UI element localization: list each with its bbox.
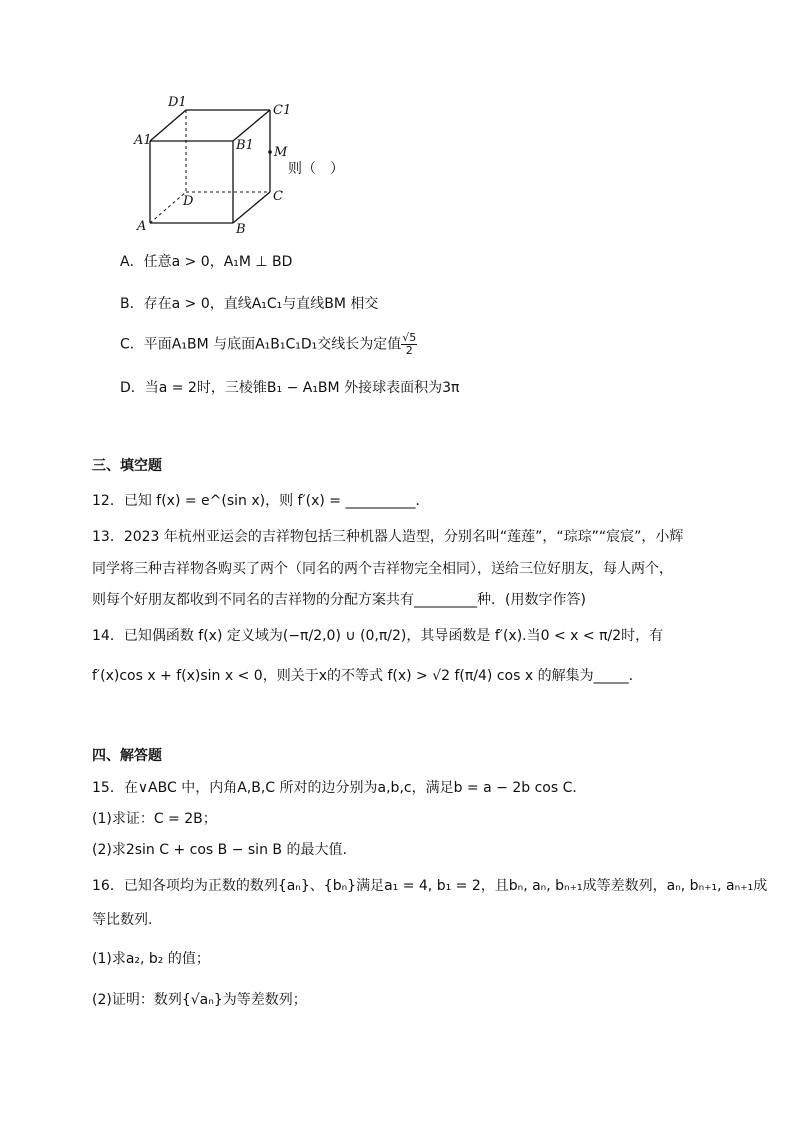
label-b1: B1 — [236, 138, 254, 153]
label-d: D — [183, 194, 194, 209]
label-a1: A1 — [134, 133, 152, 148]
question-14-line-2: f′(x)cos x + f(x)sin x < 0，则关于x的不等式 f(x) > √2 f(π/4) cos x 的解集为_____. — [92, 668, 634, 684]
question-12: 12．已知 f(x) = e^(sin x)，则 f′(x) = __________． — [92, 493, 430, 509]
question-16-line-1: 16．已知各项均为正数的数列{aₙ}、{bₙ}满足a₁ = 4, b₁ = 2，且bₙ, aₙ, bₙ₊₁成等差数列，aₙ, bₙ₊₁, aₙ₊₁成 — [92, 878, 768, 894]
question-16-part-1: (1)求a₂, b₂ 的值； — [92, 951, 210, 967]
question-13-line-2: 同学将三种吉祥物各购买了两个（同名的两个吉祥物完全相同），送给三位好朋友，每人两个， — [92, 561, 673, 577]
question-15: 15．在∨ABC 中，内角A,B,C 所对的边分别为a,b,c，满足b = a − 2b cos C． — [92, 780, 587, 796]
question-14-line-1: 14．已知偶函数 f(x) 定义域为(−π/2,0) ∪ (0,π/2)，其导函数是 f′(x).当0 < x < π/2时，有 — [92, 628, 664, 644]
section-4-title: 四、解答题 — [92, 748, 162, 764]
question-16-line-2: 等比数列. — [92, 912, 153, 928]
question-15-part-1: (1)求证：C = 2B； — [92, 811, 217, 827]
question-16-part-2: (2)证明：数列{√aₙ}为等差数列； — [92, 992, 307, 1008]
section-3-title: 三、填空题 — [92, 458, 162, 474]
label-b: B — [236, 222, 246, 237]
label-m: M — [274, 145, 288, 160]
option-d: D．当a = 2时，三棱锥B₁ − A₁BM 外接球表面积为3π — [120, 380, 460, 396]
option-a: A．任意a > 0，A₁M ⊥ BD — [120, 254, 293, 270]
option-c — [120, 332, 417, 357]
label-c1: C1 — [273, 103, 292, 118]
question-trailing-text: 则（ ） — [288, 161, 344, 177]
option-c-fraction: $\frac{√5}{2}$ — [402, 331, 417, 357]
cube-figure — [0, 0, 794, 260]
option-b: B．存在a > 0，直线A₁C₁与直线BM 相交 — [120, 296, 379, 312]
question-15-part-2: (2)求2sin C + cos B − sin B 的最大值. — [92, 842, 347, 858]
question-13-line-3: 则每个好朋友都收到不同名的吉祥物的分配方案共有_________种．(用数字作答) — [92, 592, 586, 608]
point-m — [268, 150, 272, 154]
label-c: C — [273, 189, 283, 204]
option-c-text: C．平面A₁BM 与底面A₁B₁C₁D₁交线长为定值 — [120, 336, 402, 353]
label-d1: D1 — [168, 95, 187, 110]
question-13-line-1: 13．2023 年杭州亚运会的吉祥物包括三种机器人造型，分别名叫“莲莲”，“琮琮”“宸宸”，小辉 — [92, 529, 684, 545]
label-a: A — [137, 219, 147, 234]
